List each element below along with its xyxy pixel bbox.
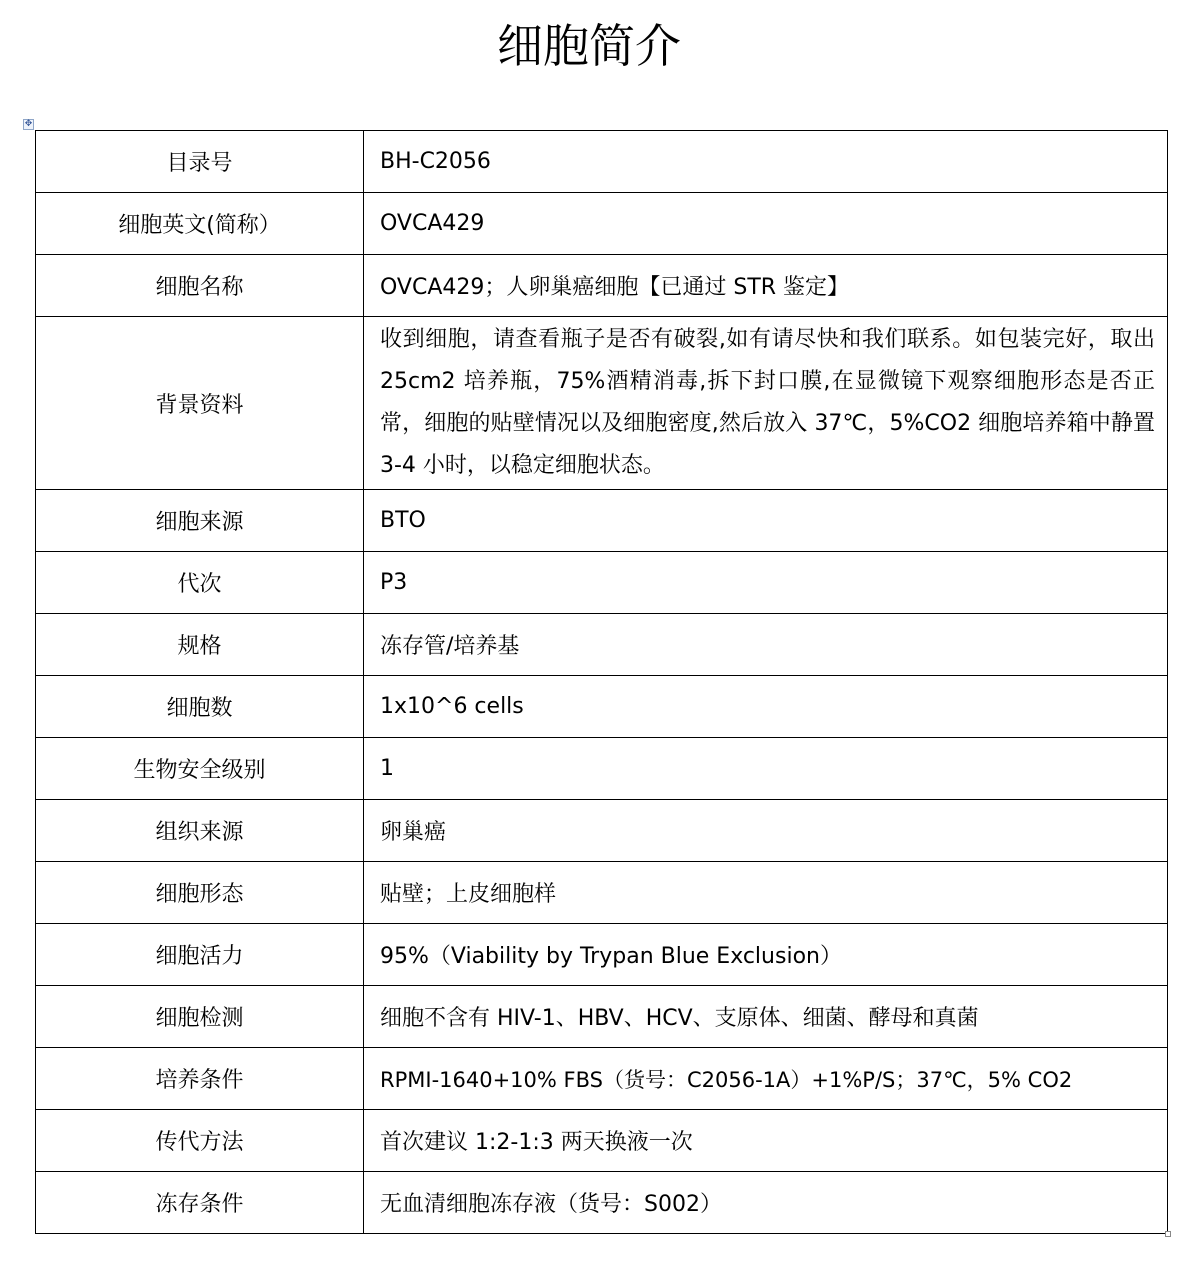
row-value: 收到细胞，请查看瓶子是否有破裂,如有请尽快和我们联系。如包装完好，取出 25cm2 培养瓶，75%酒精消毒,拆下封口膜,在显微镜下观察细胞形态是否正常，细胞的贴壁情况以及细胞密度,然后放入 37℃，5%CO2 细胞培养箱中静置 3-4 小时，以稳定细胞状态。 bbox=[364, 317, 1168, 490]
table-row bbox=[36, 800, 1168, 862]
row-label: 细胞名称 bbox=[36, 255, 364, 317]
table-row bbox=[36, 490, 1168, 552]
row-value: 无血清细胞冻存液（货号：S002） bbox=[364, 1172, 1168, 1234]
row-label: 细胞英文(简称） bbox=[36, 193, 364, 255]
row-label: 细胞检测 bbox=[36, 986, 364, 1048]
row-label: 细胞来源 bbox=[36, 490, 364, 552]
table-row bbox=[36, 193, 1168, 255]
table-row bbox=[36, 131, 1168, 193]
row-value: RPMI-1640+10% FBS（货号：C2056-1A）+1%P/S；37℃，5% CO2 bbox=[364, 1048, 1168, 1110]
table-row bbox=[36, 255, 1168, 317]
row-label: 目录号 bbox=[36, 131, 364, 193]
row-value: 贴壁；上皮细胞样 bbox=[364, 862, 1168, 924]
table-row bbox=[36, 317, 1168, 490]
row-label: 细胞活力 bbox=[36, 924, 364, 986]
row-label: 细胞数 bbox=[36, 676, 364, 738]
table-resize-handle-icon[interactable] bbox=[1165, 1231, 1171, 1237]
cell-info-table bbox=[35, 130, 1168, 1234]
row-value: 首次建议 1:2-1:3 两天换液一次 bbox=[364, 1110, 1168, 1172]
table-move-handle-icon[interactable]: ✥ bbox=[24, 119, 33, 129]
row-label: 组织来源 bbox=[36, 800, 364, 862]
row-value: BH-C2056 bbox=[364, 131, 1168, 193]
table-row bbox=[36, 1172, 1168, 1234]
table-row bbox=[36, 924, 1168, 986]
row-label: 细胞形态 bbox=[36, 862, 364, 924]
row-value: 1x10^6 cells bbox=[364, 676, 1168, 738]
row-value: OVCA429；人卵巢癌细胞【已通过 STR 鉴定】 bbox=[364, 255, 1168, 317]
row-label: 代次 bbox=[36, 552, 364, 614]
table-row bbox=[36, 1110, 1168, 1172]
table-row bbox=[36, 986, 1168, 1048]
row-value: BTO bbox=[364, 490, 1168, 552]
table-row bbox=[36, 862, 1168, 924]
row-value: OVCA429 bbox=[364, 193, 1168, 255]
row-value: 细胞不含有 HIV-1、HBV、HCV、支原体、细菌、酵母和真菌 bbox=[364, 986, 1168, 1048]
table-row bbox=[36, 614, 1168, 676]
row-value: 1 bbox=[364, 738, 1168, 800]
table-row bbox=[36, 676, 1168, 738]
row-label: 规格 bbox=[36, 614, 364, 676]
row-value: 冻存管/培养基 bbox=[364, 614, 1168, 676]
table-row bbox=[36, 738, 1168, 800]
row-label: 生物安全级别 bbox=[36, 738, 364, 800]
document-title: 细胞简介 bbox=[497, 19, 681, 73]
table-row bbox=[36, 552, 1168, 614]
row-label: 背景资料 bbox=[36, 317, 364, 490]
table-row bbox=[36, 1048, 1168, 1110]
row-value: P3 bbox=[364, 552, 1168, 614]
row-label: 传代方法 bbox=[36, 1110, 364, 1172]
row-value: 卵巢癌 bbox=[364, 800, 1168, 862]
row-value: 95%（Viability by Trypan Blue Exclusion） bbox=[364, 924, 1168, 986]
row-label: 培养条件 bbox=[36, 1048, 364, 1110]
row-label: 冻存条件 bbox=[36, 1172, 364, 1234]
